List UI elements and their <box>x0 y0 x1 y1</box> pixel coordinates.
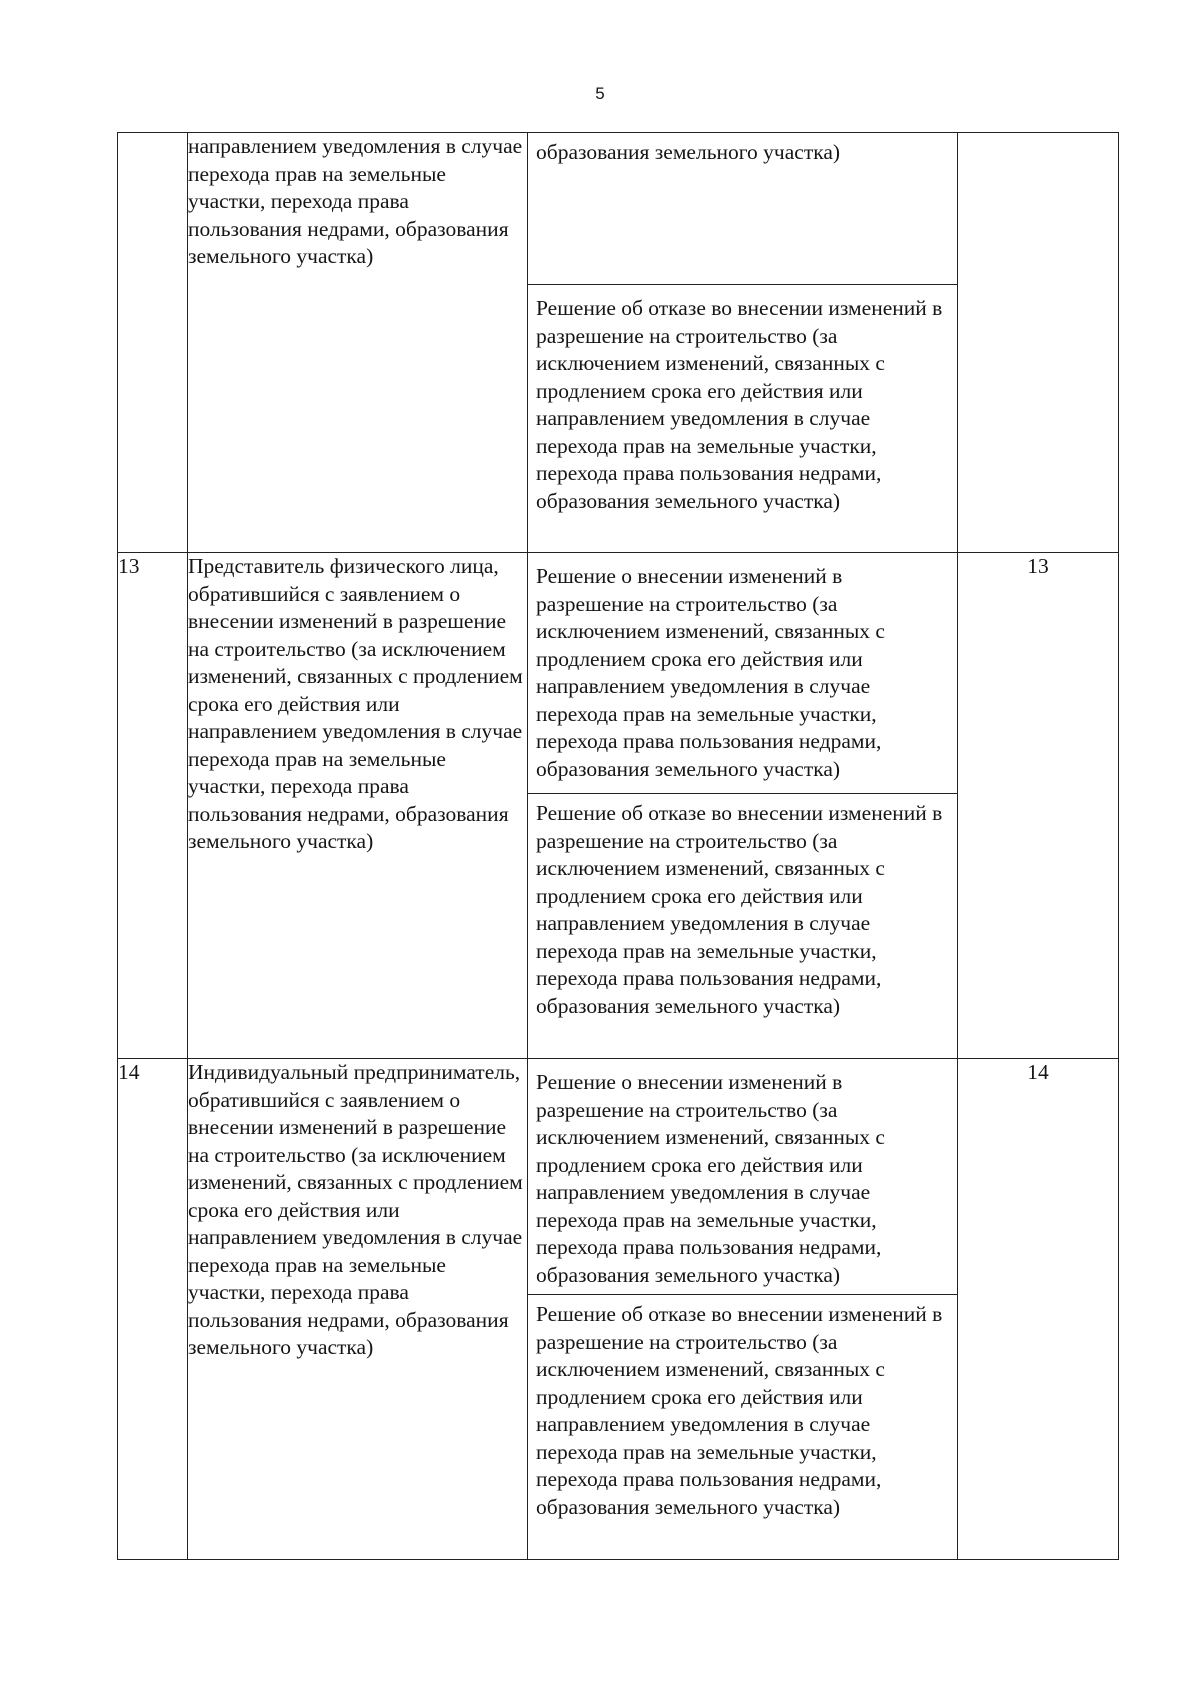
table-row <box>118 133 1119 553</box>
row-number: 14 <box>118 1059 188 1560</box>
result-approval: образования земельного участка) <box>536 140 841 164</box>
applicant-cell: Представитель физического лица, обратившийся с заявлением о внесении изменений в разрешение на строительство (за исключением изменений, связанных с продлением срока его действия или направлением уведомления в случае перехода прав на земельные участки, перехода права пользования недрами, образования земельного участка) <box>188 553 528 1059</box>
result-refusal: Решение об отказе во внесении изменений в разрешение на строительство (за исключением изменений, связанных с продлением срока его действия или направлением уведомления в случае перехода прав на земельные участки, перехода права пользования недрами, образования земельного участка) <box>528 284 957 552</box>
results-cell <box>528 1059 958 1560</box>
applicant-cell: направлением уведомления в случае перехода прав на земельные участки, перехода права пользования недрами, образования земельного участка) <box>188 133 528 553</box>
page-number: 5 <box>595 84 605 103</box>
code-cell <box>958 133 1119 553</box>
row-number: 13 <box>118 553 188 1059</box>
table-row <box>118 1059 1119 1560</box>
results-cell <box>528 133 958 553</box>
result-approval: Решение о внесении изменений в разрешение на строительство (за исключением изменений, связанных с продлением срока его действия или направлением уведомления в случае перехода прав на земельные участки, перехода права пользования недрами, образования земельного участка) <box>536 1070 885 1287</box>
code-cell: 14 <box>958 1059 1119 1560</box>
applicant-cell: Индивидуальный предприниматель, обратившийся с заявлением о внесении изменений в разрешение на строительство (за исключением изменений, связанных с продлением срока его действия или направлением уведомления в случае перехода прав на земельные участки, перехода права пользования недрами, образования земельного участка) <box>188 1059 528 1560</box>
results-cell <box>528 553 958 1059</box>
services-table <box>117 132 1119 1560</box>
result-approval: Решение о внесении изменений в разрешение на строительство (за исключением изменений, связанных с продлением срока его действия или направлением уведомления в случае перехода прав на земельные участки, перехода права пользования недрами, образования земельного участка) <box>536 564 885 781</box>
result-refusal: Решение об отказе во внесении изменений в разрешение на строительство (за исключением изменений, связанных с продлением срока его действия или направлением уведомления в случае перехода прав на земельные участки, перехода права пользования недрами, образования земельного участка) <box>528 793 957 1058</box>
code-cell: 13 <box>958 553 1119 1059</box>
result-refusal: Решение об отказе во внесении изменений в разрешение на строительство (за исключением изменений, связанных с продлением срока его действия или направлением уведомления в случае перехода прав на земельные участки, перехода права пользования недрами, образования земельного участка) <box>528 1294 957 1559</box>
row-number <box>118 133 188 553</box>
table-row <box>118 553 1119 1059</box>
